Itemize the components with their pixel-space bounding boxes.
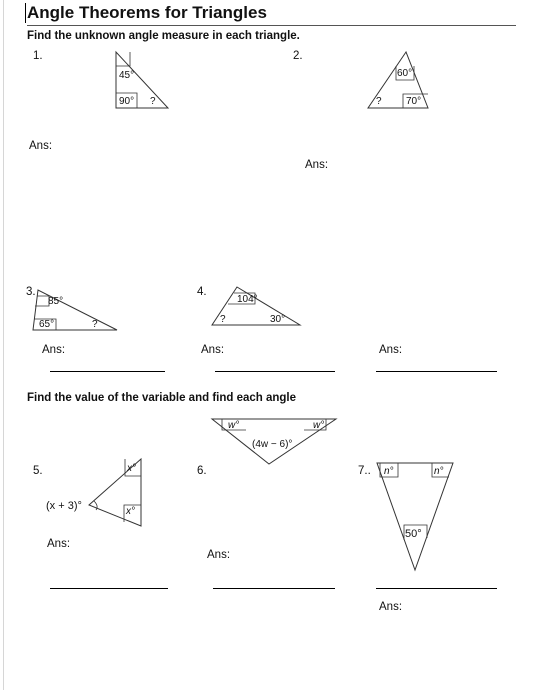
problem-5-answer-label: Ans: <box>47 538 71 550</box>
problem-1-angle-unknown: ? <box>150 96 156 107</box>
blank-answer-label: Ans: <box>379 344 403 356</box>
problem-2-angle-unknown: ? <box>376 96 382 107</box>
problem-4-angle-right: 30° <box>270 314 286 325</box>
problem-2-angle-right: 70° <box>406 96 422 107</box>
section2-instruction: Find the value of the variable and find each angle <box>27 392 297 404</box>
problem-1-angle-top: 45° <box>119 70 135 81</box>
problem-5-angle-top: x° <box>127 463 136 474</box>
problem-2-angle-top: 60° <box>397 68 413 79</box>
problem-4-answer-line <box>215 371 335 372</box>
problem-4-answer-label: Ans: <box>201 344 225 356</box>
problem-1-number: 1. <box>33 50 43 62</box>
problem-6-answer-line <box>213 588 335 589</box>
problem-6-angle-left: w° <box>228 420 240 431</box>
section1-instruction: Find the unknown angle measure in each triangle. <box>27 30 300 42</box>
problem-5-angle-left: (x + 3)° <box>46 500 82 512</box>
problem-1-answer-label: Ans: <box>29 140 53 152</box>
problem-3-answer-label: Ans: <box>42 344 66 356</box>
problem-3-angle-top: 85° <box>48 296 64 307</box>
problem-3-answer-line <box>50 371 165 372</box>
problem-6-number: 6. <box>197 465 207 477</box>
problem-7-answer-line <box>376 588 497 589</box>
problem-7-angle-right: n° <box>434 466 444 477</box>
problem-2-number: 2. <box>293 50 303 62</box>
problem-6-angle-bottom: (4w − 6)° <box>252 439 293 450</box>
problem-2-answer-label: Ans: <box>305 159 329 171</box>
problem-5-answer-line <box>50 588 168 589</box>
problem-6-answer-label: Ans: <box>207 549 231 561</box>
problem-7-answer-label: Ans: <box>379 601 403 613</box>
problem-3-angle-unknown: ? <box>92 319 98 330</box>
worksheet-title: Angle Theorems for Triangles <box>27 3 267 22</box>
problem-7-angle-left: n° <box>384 466 394 477</box>
blank-answer-line <box>376 371 497 372</box>
text-cursor <box>25 3 26 23</box>
title-underline <box>27 25 516 26</box>
problem-5-number: 5. <box>33 465 43 477</box>
problem-6-angle-right: w° <box>313 420 325 431</box>
problem-3-angle-left: 65° <box>39 319 55 330</box>
problem-7-angle-bottom: 50° <box>405 528 422 540</box>
problem-4-angle-top: 104° <box>237 294 258 305</box>
problem-3-number: 3. <box>26 286 36 298</box>
problem-5-angle-bottom: x° <box>126 506 135 517</box>
problem-4-angle-unknown: ? <box>220 314 226 325</box>
page-left-border <box>3 0 4 690</box>
problem-1-angle-right: 90° <box>119 96 135 107</box>
problem-4-number: 4. <box>197 286 207 298</box>
problem-7-number: 7.. <box>358 465 371 477</box>
